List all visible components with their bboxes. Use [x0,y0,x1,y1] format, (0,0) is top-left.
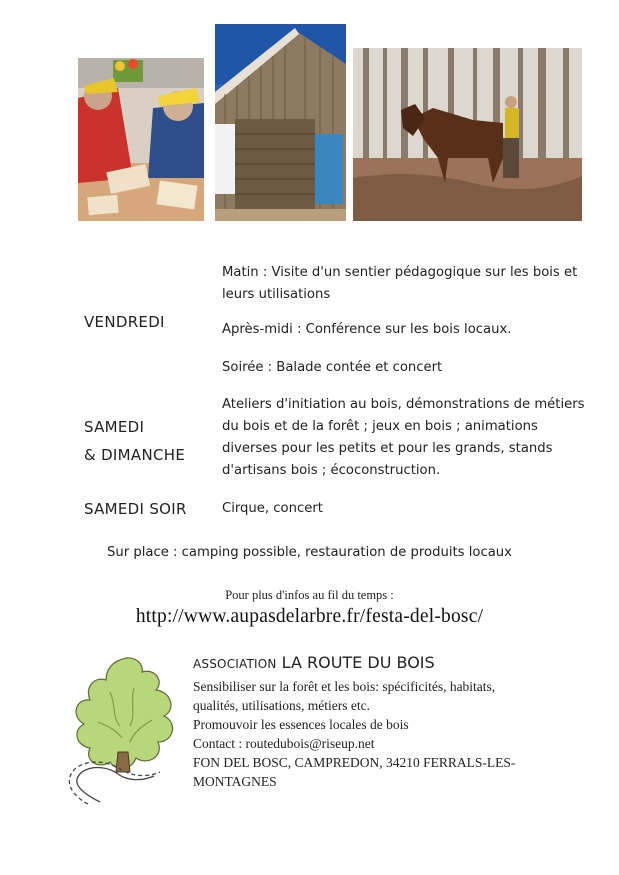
website-link[interactable]: http://www.aupasdelarbre.fr/festa-del-bosc/ [135,606,484,627]
vendredi-apres-midi [222,319,511,341]
association-contact[interactable]: Contact : routedubois@riseup.net [193,736,375,751]
day-samedi-soir: SAMEDI SOIR [84,500,187,518]
day-samedi-label: SAMEDI [84,418,145,436]
association-line: Sensibiliser sur la forêt et les bois: spécificités, habitats, [193,679,496,694]
matin-text: : Visite d'un sentier pédagogique sur les bois et [258,265,578,280]
association-address: FON DEL BOSC, CAMPREDON, 34210 FERRALS-LES- [193,755,516,770]
association-title [193,653,435,672]
apres-midi-text: : Conférence sur les bois locaux. [292,322,512,337]
activity-line: Ateliers d'initiation au bois, démonstrations de métiers [222,397,585,412]
soiree-text: : Balade contée et concert [263,360,443,375]
photo-horse-logging [353,48,582,221]
association-description [193,677,573,791]
day-vendredi: VENDREDI [84,313,165,331]
matin-text-2: leurs utilisations [222,287,331,302]
activity-line: d'artisans bois ; écoconstruction. [222,463,441,478]
sur-place-text: Sur place : camping possible, restauration de produits locaux [107,545,512,560]
activity-line: diverses pour les petits et pour les grands, stands [222,441,553,456]
soiree-label: Soirée [222,360,264,375]
day-samedi-dimanche [84,413,185,469]
vendredi-matin [222,262,577,306]
tree-logo-icon [60,652,190,807]
association-line: qualités, utilisations, métiers etc. [193,698,370,713]
infos-label: Pour plus d'infos au fil du temps : [225,588,394,602]
association-name: LA ROUTE DU BOIS [281,653,435,672]
association-address: MONTAGNES [193,774,277,789]
samedi-dimanche-activities [222,394,585,482]
day-dimanche-label: & DIMANCHE [84,446,186,464]
apres-midi-label: Après-midi [222,322,293,337]
photo-wooden-barn [215,24,346,221]
samedi-soir-text: Cirque, concert [222,501,323,516]
activity-line: du bois et de la forêt ; jeux en bois ; animations [222,419,538,434]
association-prefix: ASSOCIATION [193,657,277,671]
photo-children-workshop [78,58,204,221]
vendredi-soiree [222,357,442,379]
matin-label: Matin [222,265,259,280]
association-line: Promouvoir les essences locales de bois [193,717,409,732]
